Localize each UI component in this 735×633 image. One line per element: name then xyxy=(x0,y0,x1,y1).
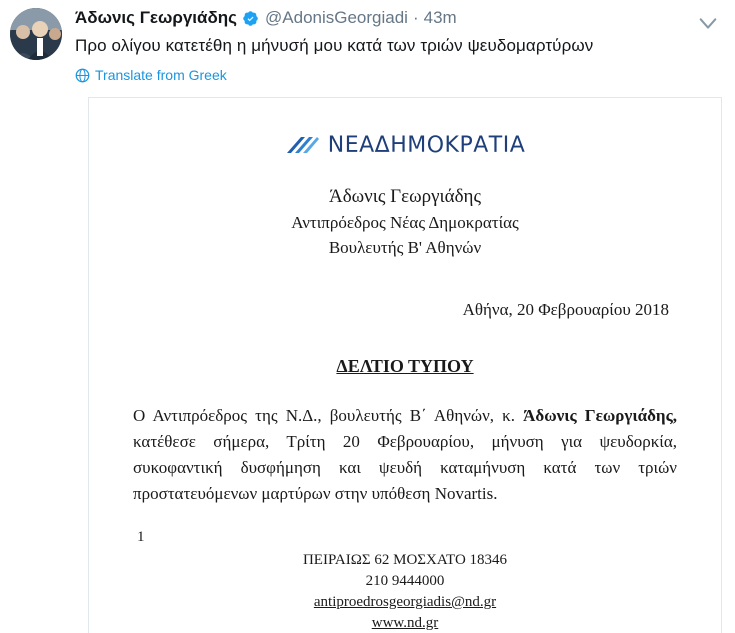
tweet-text: Προ ολίγου κατετέθη η μήνυσή μου κατά των τριών ψευδομαρτύρων xyxy=(75,36,594,55)
display-name[interactable]: Άδωνις Γεωργιάδης xyxy=(75,8,238,27)
document-body xyxy=(133,403,677,507)
document-person-title: Αντιπρόεδρος Νέας Δημοκρατίας xyxy=(291,213,519,232)
verified-badge-icon xyxy=(242,10,259,27)
footer-phone: 210 9444000 xyxy=(365,573,445,589)
document-person-role: Βουλευτής Β' Αθηνών xyxy=(328,238,482,257)
separator: · xyxy=(412,8,419,27)
document-person-name: Άδωνις Γεωργιάδης xyxy=(329,186,481,207)
nea-dimokratia-logo-icon xyxy=(285,132,319,158)
document-body-bold: Άδωνις Γεωργιάδης, xyxy=(523,406,678,425)
tweet-author-line xyxy=(75,7,725,29)
tweet-container xyxy=(0,0,735,83)
logo-text: ΝΕΑΔΗΜΟΚΡΑΤΙΑ xyxy=(327,132,526,158)
translate-link[interactable] xyxy=(75,67,725,83)
embedded-document-card[interactable] xyxy=(88,97,722,633)
translate-label: Translate from Greek xyxy=(95,67,227,83)
footer-email[interactable]: antiproedrosgeorgiadis@nd.gr xyxy=(313,594,497,610)
document-body-part2: κατέθεσε σήμερα, Τρίτη 20 Φεβρουαρίου, μήνυση για ψευδορκία, συκοφαντική δυσφήμηση και ψευδή καταμήνυση κατά των τριών προστατευόμενων μαρτύρων στην υπόθεση Novartis. xyxy=(133,432,677,503)
user-handle[interactable]: @AdonisGeorgiadi xyxy=(265,8,408,27)
document-page-number: 1 xyxy=(137,529,145,545)
document-heading: ΔΕΛΤΙΟ ΤΥΠΟΥ xyxy=(336,356,474,376)
chevron-down-icon[interactable] xyxy=(697,12,719,34)
footer-address: ΠΕΙΡΑΙΩΣ 62 ΜΟΣΧΑΤΟ 18346 xyxy=(302,552,508,568)
globe-icon xyxy=(75,68,90,83)
document-body-part1: Ο Αντιπρόεδρος της Ν.Δ., βουλευτής Β΄ Αθηνών, κ. xyxy=(133,406,524,425)
document-footer xyxy=(133,550,677,633)
party-logo xyxy=(133,132,677,158)
tweet-header-row xyxy=(10,6,725,83)
document-date: Αθήνα, 20 Φεβρουαρίου 2018 xyxy=(462,300,669,319)
document-letterhead xyxy=(133,184,677,260)
tweet-body xyxy=(62,6,725,83)
footer-website[interactable]: www.nd.gr xyxy=(371,615,439,631)
avatar[interactable] xyxy=(10,8,62,60)
timestamp[interactable]: 43m xyxy=(423,8,457,27)
document-page xyxy=(89,98,721,633)
